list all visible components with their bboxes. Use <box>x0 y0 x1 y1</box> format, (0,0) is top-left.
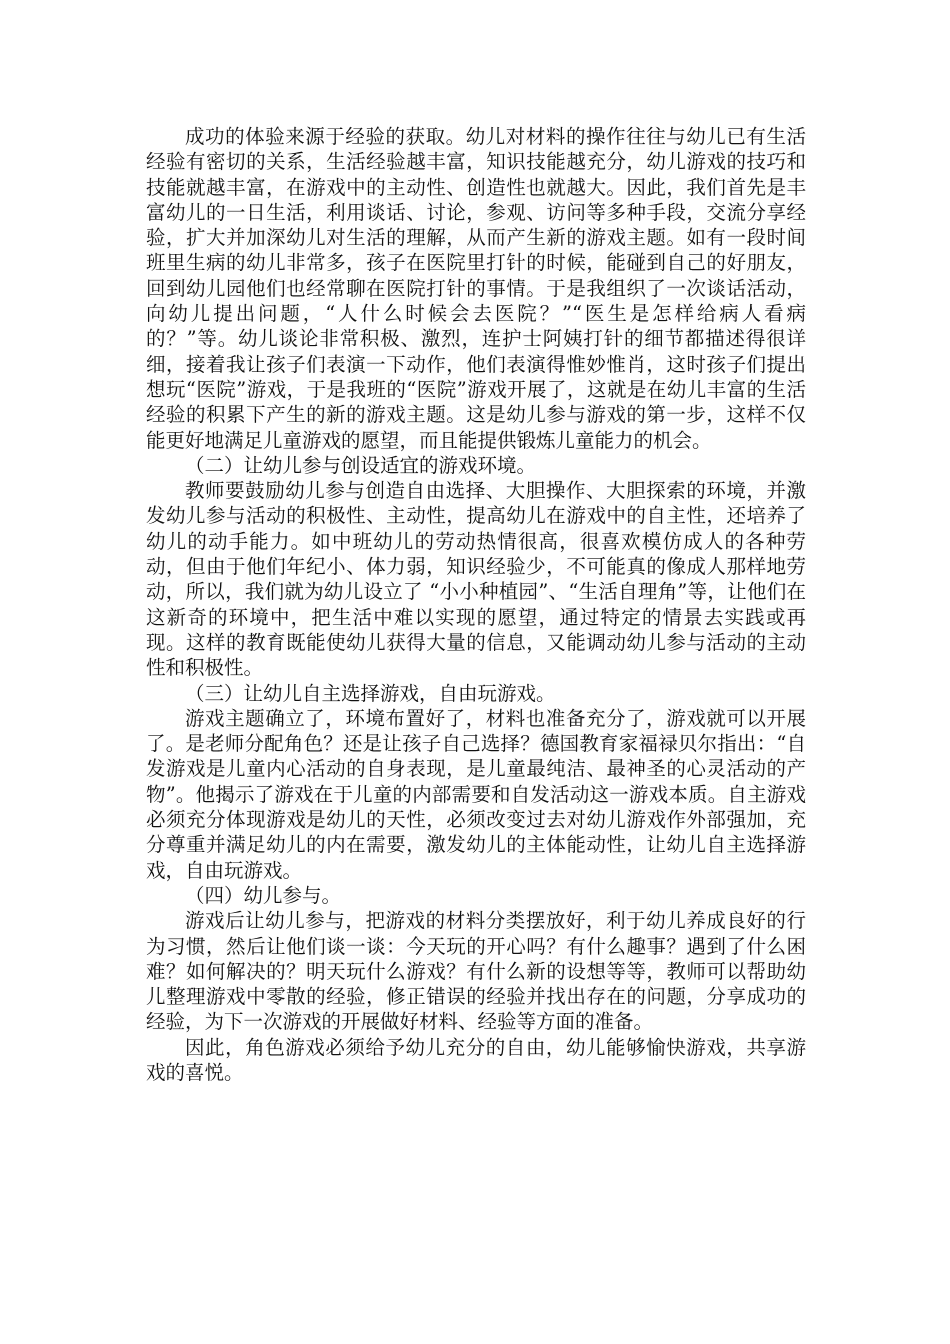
paragraph-conclusion: 因此，角色游戏必须给予幼儿充分的自由，幼儿能够愉快游戏，共享游戏的喜悦。 <box>146 1035 806 1084</box>
section-heading-4: （四）幼儿参与。 <box>185 883 342 907</box>
document-page <box>146 124 806 1085</box>
section-heading-2: （二）让幼儿参与创设适宜的游戏环境。 <box>185 453 537 477</box>
paragraph-free-play: 游戏主题确立了，环境布置好了，材料也准备充分了，游戏就可以开展了。是老师分配角色？还是让孩子自己选择？德国教育家福禄贝尔指出：“自发游戏是儿童内心活动的自身表现，是儿童最纯洁、最神圣的心灵活动的产物”。他揭示了游戏在于儿童的内部需要和自发活动这一游戏本质。自主游戏必须充分体现游戏是幼儿的天性，必须改变过去对幼儿游戏作外部强加，充分尊重并满足幼儿的内在需要，激发幼儿的主体能动性，让幼儿自主选择游戏，自由玩游戏。 <box>146 706 806 882</box>
paragraph-environment: 教师要鼓励幼儿参与创造自由选择、大胆操作、大胆探索的环境，并激发幼儿参与活动的积极性、主动性，提高幼儿在游戏中的自主性，还培养了幼儿的动手能力。如中班幼儿的劳动热情很高，很喜欢模仿成人的各种劳动，但由于他们年纪小、体力弱，知识经验少，不可能真的像成人那样地劳动，所以，我们就为幼儿设立了 “小小种植园”、“生活自理角”等，让他们在这新奇的环境中，把生活中难以实现的愿望，通过特定的情景去实践或再现。这样的教育既能使幼儿获得大量的信息，又能调动幼儿参与活动的主动性和积极性。 <box>146 479 806 680</box>
paragraph-review: 游戏后让幼儿参与，把游戏的材料分类摆放好，利于幼儿养成良好的行为习惯，然后让他们谈一谈：今天玩的开心吗？有什么趣事？遇到了什么困难？如何解决的？明天玩什么游戏？有什么新的设想等等，教师可以帮助幼儿整理游戏中零散的经验，修正错误的经验并找出存在的问题，分享成功的经验，为下一次游戏的开展做好材料、经验等方面的准备。 <box>146 909 806 1034</box>
paragraph-experience: 成功的体验来源于经验的获取。幼儿对材料的操作往往与幼儿已有生活经验有密切的关系，生活经验越丰富，知识技能越充分，幼儿游戏的技巧和技能就越丰富，在游戏中的主动性、创造性也就越大。因此，我们首先是丰富幼儿的一日生活，利用谈话、讨论，参观、访问等多种手段，交流分享经验，扩大并加深幼儿对生活的理解，从而产生新的游戏主题。如有一段时间班里生病的幼儿非常多，孩子在医院里打针的时候，能碰到自己的好朋友，回到幼儿园他们也经常聊在医院打针的事情。于是我组织了一次谈话活动，向幼儿提出问题，“人什么时候会去医院？”“医生是怎样给病人看病的？”等。幼儿谈论非常积极、激烈，连护士阿姨打针的细节都描述得很详细，接着我让孩子们表演一下动作，他们表演得惟妙惟肖，这时孩子们提出想玩“医院”游戏，于是我班的“医院”游戏开展了，这就是在幼儿丰富的生活经验的积累下产生的新的游戏主题。这是幼儿参与游戏的第一步，这样不仅能更好地满足儿童游戏的愿望，而且能提供锻炼儿童能力的机会。 <box>146 125 806 452</box>
section-heading-3: （三）让幼儿自主选择游戏，自由玩游戏。 <box>185 681 556 705</box>
